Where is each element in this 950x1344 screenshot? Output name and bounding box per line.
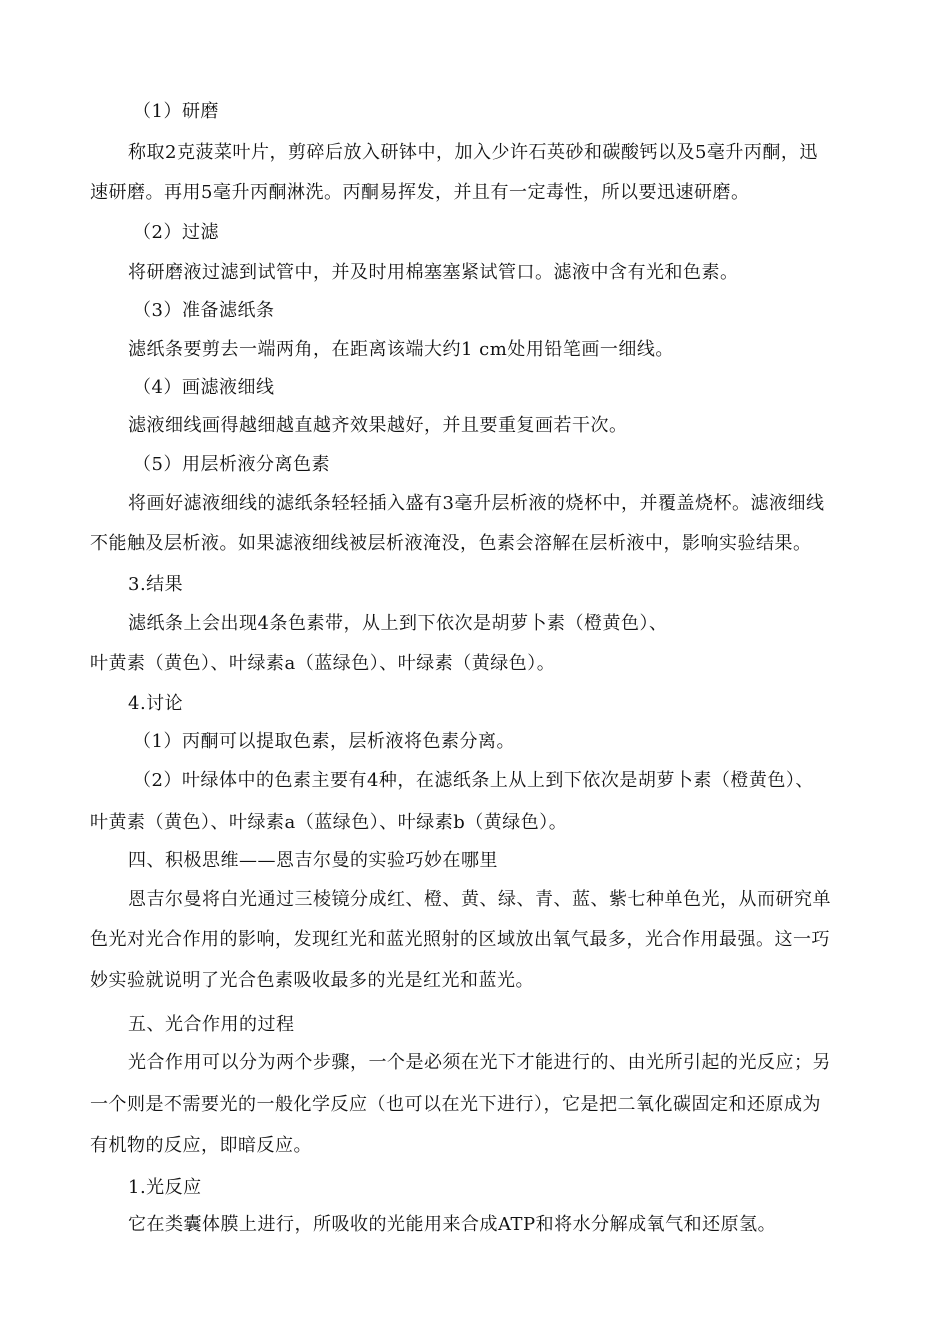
paragraph-line: 不能触及层析液。如果滤液细线被层析液淹没，色素会溶解在层析液中，影响实验结果。 bbox=[90, 533, 812, 554]
heading-results: 3.结果 bbox=[128, 574, 184, 595]
paragraph-line: 有机物的反应，即暗反应。 bbox=[90, 1135, 312, 1156]
paragraph-line: 一个则是不需要光的一般化学反应（也可以在光下进行），它是把二氧化碳固定和还原成为 bbox=[90, 1094, 821, 1115]
paragraph-line: 恩吉尔曼将白光通过三棱镜分成红、橙、黄、绿、青、蓝、紫七种单色光，从而研究单 bbox=[128, 889, 831, 910]
heading-grinding: （1）研磨 bbox=[133, 101, 219, 122]
paragraph-line: 叶黄素（黄色）、叶绿素a（蓝绿色）、叶绿素b（黄绿色）。 bbox=[90, 812, 568, 833]
section-heading-process: 五、光合作用的过程 bbox=[128, 1014, 295, 1035]
paragraph-line: 叶黄素（黄色）、叶绿素a（蓝绿色）、叶绿素（黄绿色）。 bbox=[90, 653, 556, 674]
paragraph-line: 它在类囊体膜上进行，所吸收的光能用来合成ATP和将水分解成氧气和还原氢。 bbox=[128, 1214, 777, 1235]
paragraph-line: 色光对光合作用的影响，发现红光和蓝光照射的区域放出氧气最多，光合作用最强。这一巧 bbox=[90, 929, 830, 950]
heading-light-reaction: 1.光反应 bbox=[128, 1177, 202, 1198]
paragraph-line: 滤纸条上会出现4条色素带，从上到下依次是胡萝卜素（橙黄色）、 bbox=[128, 613, 668, 634]
paragraph-line: 妙实验就说明了光合色素吸收最多的光是红光和蓝光。 bbox=[90, 970, 534, 991]
paragraph-line: 光合作用可以分为两个步骤，一个是必须在光下才能进行的、由光所引起的光反应；另 bbox=[128, 1052, 831, 1073]
heading-filtrate-line: （4）画滤液细线 bbox=[133, 377, 275, 398]
paragraph-line: （2）叶绿体中的色素主要有4种，在滤纸条上从上到下依次是胡萝卜素（橙黄色）、 bbox=[133, 770, 814, 791]
heading-filter-paper: （3）准备滤纸条 bbox=[133, 300, 275, 321]
section-heading-engelmann: 四、积极思维——恩吉尔曼的实验巧妙在哪里 bbox=[128, 850, 498, 871]
paragraph-line: 速研磨。再用5毫升丙酮淋洗。丙酮易挥发，并且有一定毒性，所以要迅速研磨。 bbox=[90, 182, 750, 203]
heading-discussion: 4.讨论 bbox=[128, 693, 184, 714]
paragraph-line: （1）丙酮可以提取色素，层析液将色素分离。 bbox=[133, 731, 515, 752]
paragraph-line: 将研磨液过滤到试管中，并及时用棉塞塞紧试管口。滤液中含有光和色素。 bbox=[128, 262, 739, 283]
paragraph-line: 将画好滤液细线的滤纸条轻轻插入盛有3毫升层析液的烧杯中，并覆盖烧杯。滤液细线 bbox=[128, 493, 825, 514]
paragraph-line: 称取2克菠菜叶片，剪碎后放入研钵中，加入少许石英砂和碳酸钙以及5毫升丙酮，迅 bbox=[128, 142, 818, 163]
paragraph-line: 滤纸条要剪去一端两角，在距离该端大约1 cm处用铅笔画一细线。 bbox=[128, 339, 674, 360]
paragraph-line: 滤液细线画得越细越直越齐效果越好，并且要重复画若干次。 bbox=[128, 415, 628, 436]
heading-filtering: （2）过滤 bbox=[133, 222, 219, 243]
heading-chromatography: （5）用层析液分离色素 bbox=[133, 454, 330, 475]
